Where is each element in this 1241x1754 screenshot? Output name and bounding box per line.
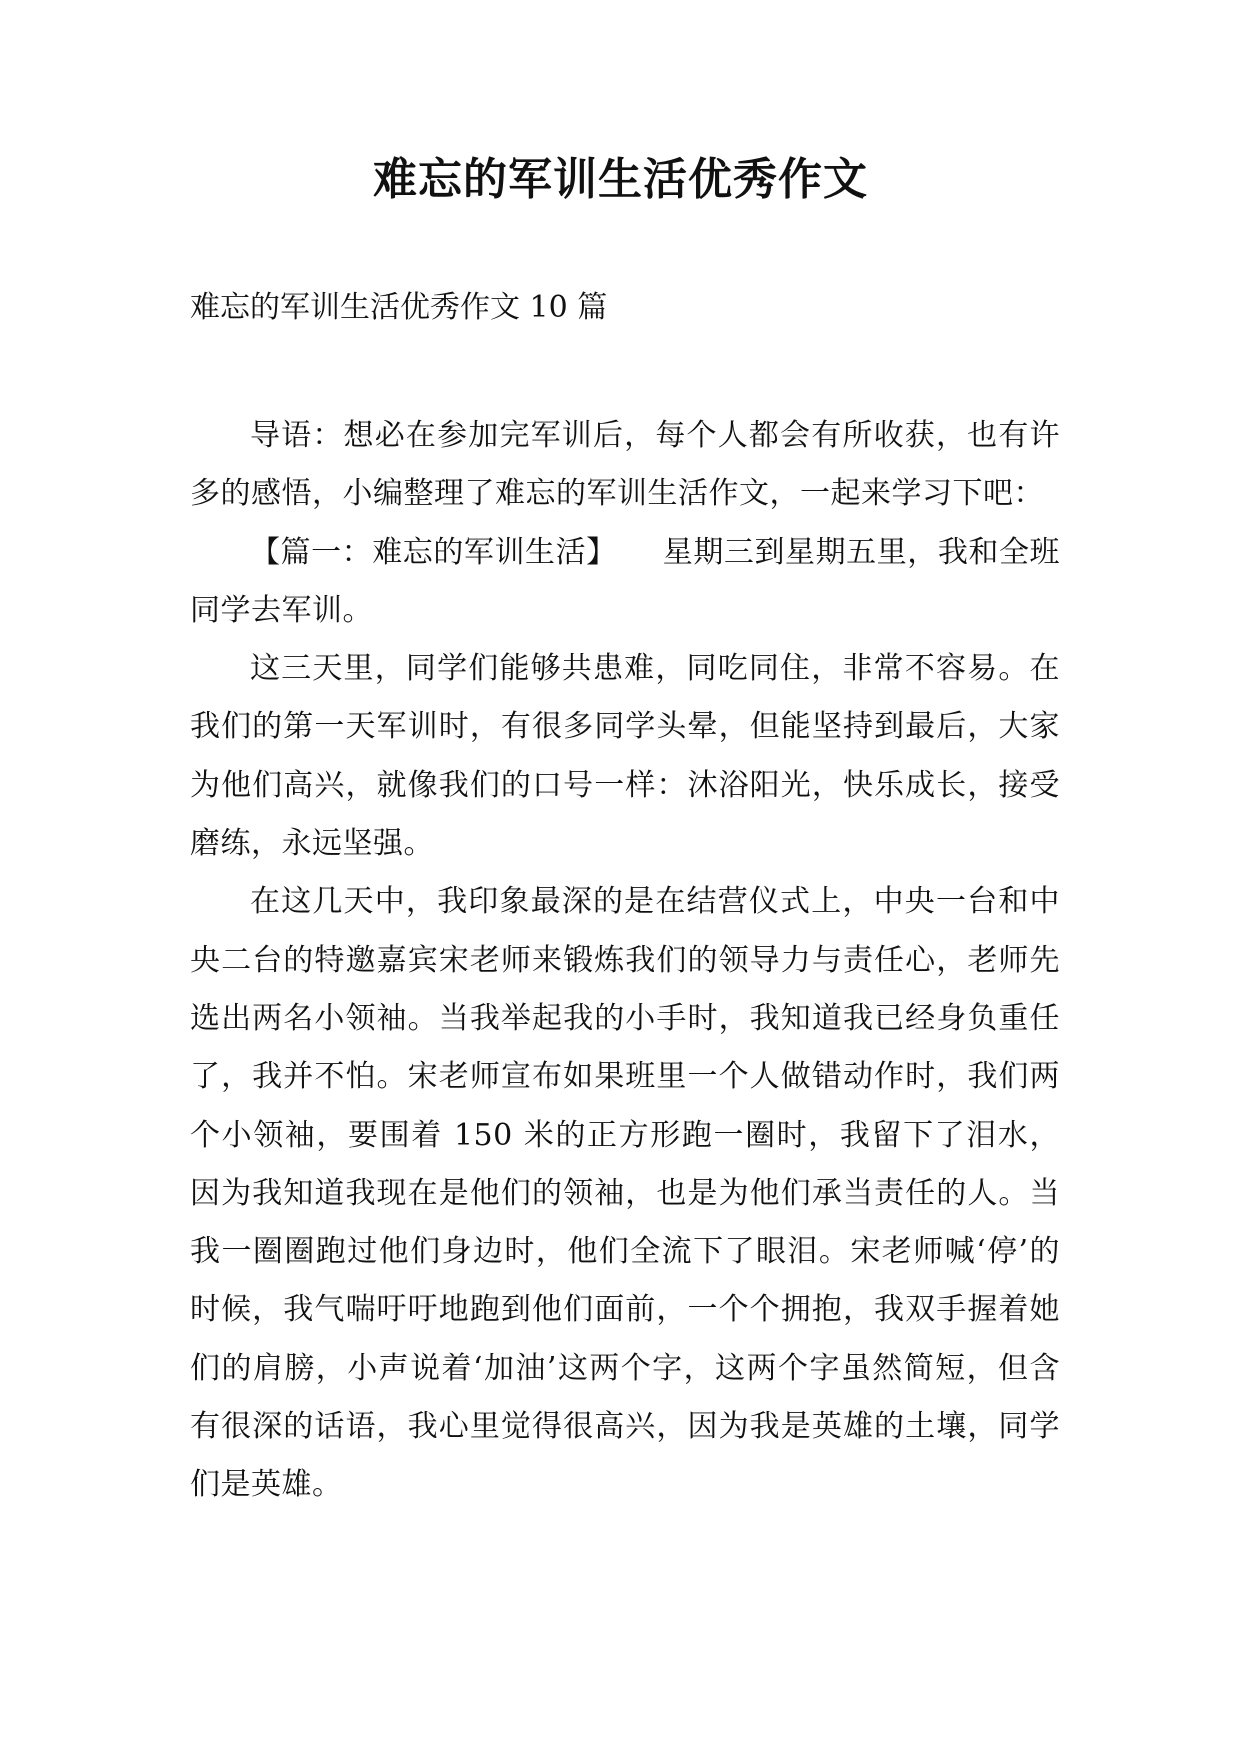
paragraph-chapter-one-heading: 【篇一：难忘的军训生活】 星期三到星期五里，我和全班同学去军训。 bbox=[190, 534, 1060, 628]
document-subtitle: 难忘的军训生活优秀作文 10 篇 bbox=[190, 290, 608, 325]
document-body bbox=[190, 407, 1060, 1515]
document-title: 难忘的军训生活优秀作文 bbox=[373, 154, 868, 205]
paragraph-closing-ceremony: 在这几天中，我印象最深的是在结营仪式上，中央一台和中央二台的特邀嘉宾宋老师来锻炼我们的领导力与责任心，老师先选出两名小领袖。当我举起我的小手时，我知道我已经身负重任了，我并不怕。宋老师宣布如果班里一个人做错动作时，我们两个小领袖，要围着 150 米的正方形跑一圈时，我留下了泪水，因为我知道我现在是他们的领袖，也是为他们承当责任的人。当我一圈圈跑过他们身边时，他们全流下了眼泪。宋老师喊‘停’的时候，我气喘吁吁地跑到他们面前，一个个拥抱，我双手握着她们的肩膀，小声说着‘加油’这两个字，这两个字虽然简短，但含有很深的话语，我心里觉得很高兴，因为我是英雄的土壤，同学们是英雄。 bbox=[190, 884, 1060, 1503]
paragraph-intro: 导语：想必在参加完军训后，每个人都会有所收获，也有许多的感悟，小编整理了难忘的军训生活作文，一起来学习下吧： bbox=[190, 418, 1060, 512]
paragraph-three-days: 这三天里，同学们能够共患难，同吃同住，非常不容易。在我们的第一天军训时，有很多同学头晕，但能坚持到最后，大家为他们高兴，就像我们的口号一样：沐浴阳光，快乐成长，接受磨练，永远坚强。 bbox=[190, 651, 1060, 862]
